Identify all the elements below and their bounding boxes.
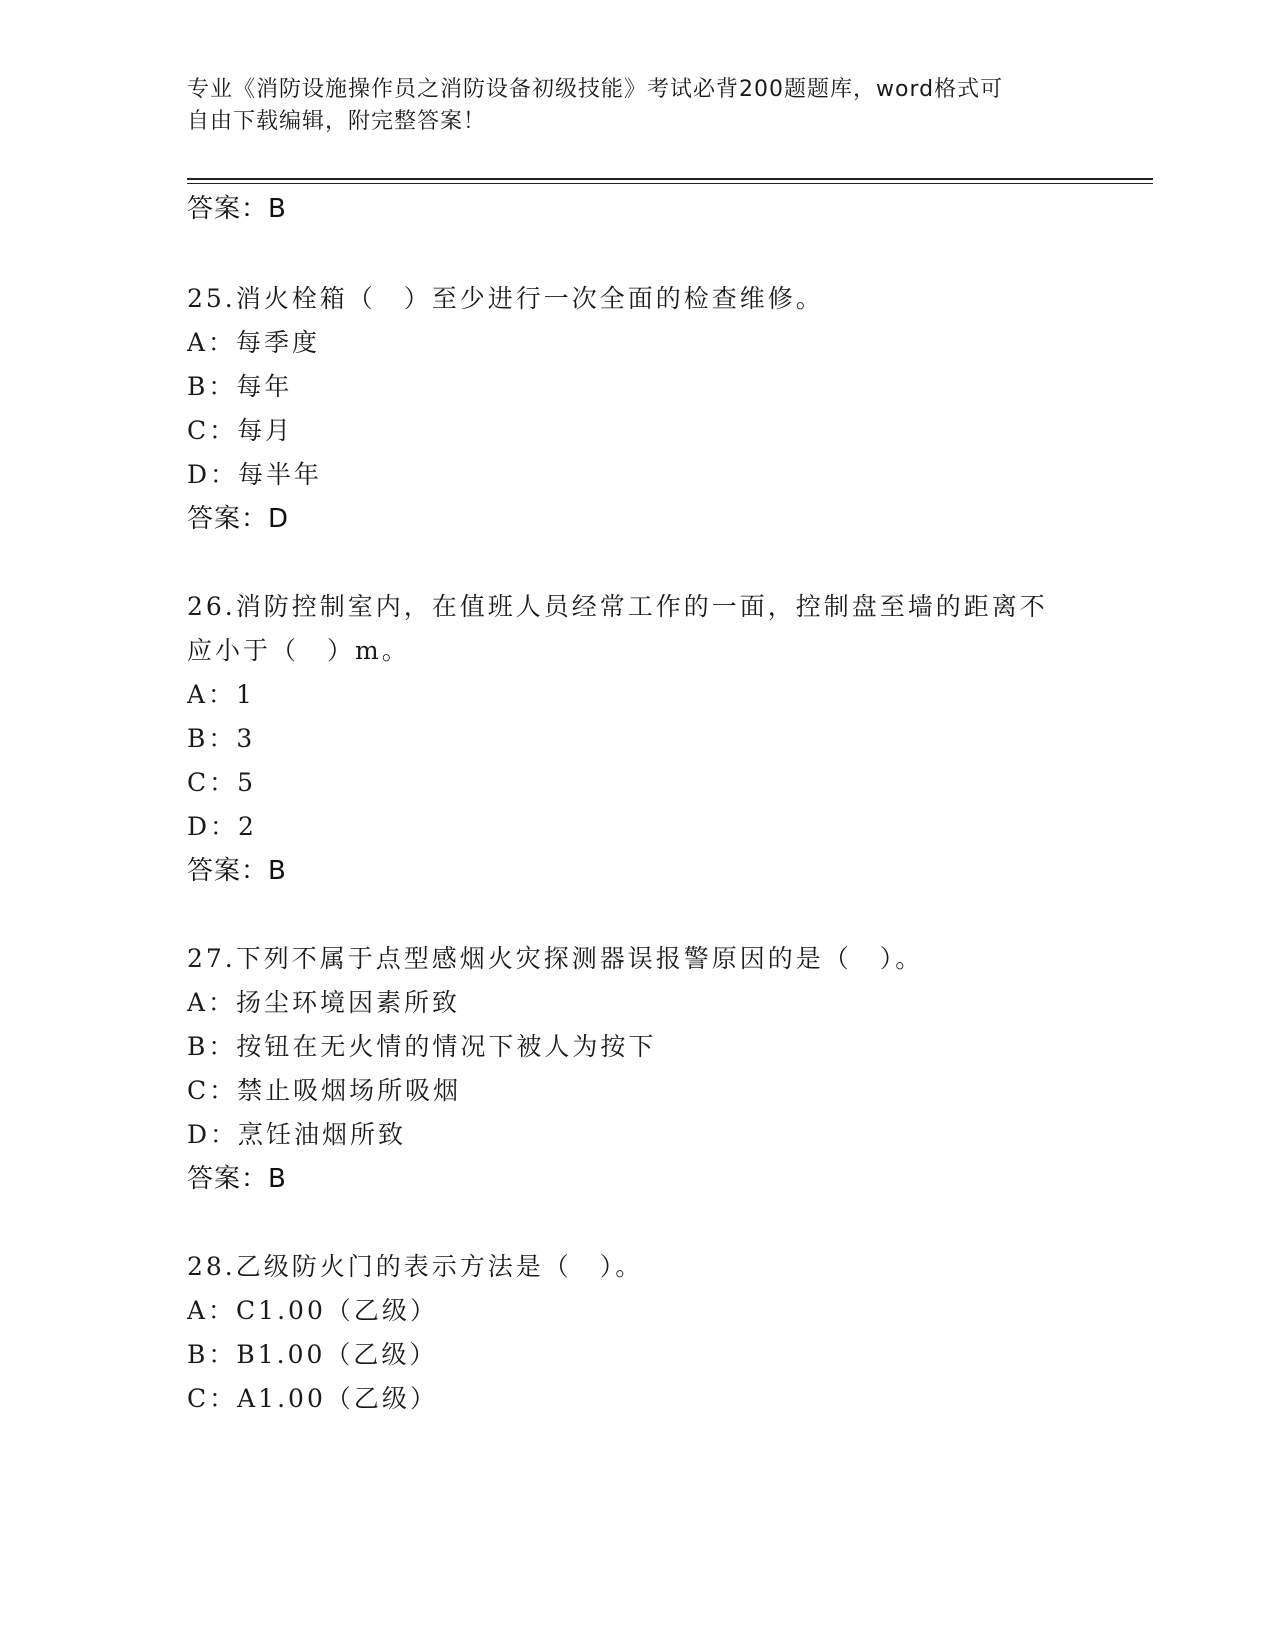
answer-line: 答案：B <box>187 856 287 886</box>
option-a: A：C1.00（乙级） <box>187 1296 438 1325</box>
header-line-2: 自由下载编辑，附完整答案！ <box>187 109 487 134</box>
option-b: B：按钮在无火情的情况下被人为按下 <box>187 1032 657 1061</box>
option-b: B：3 <box>187 724 256 753</box>
header-divider-thin <box>187 183 1153 184</box>
option-b: B：B1.00（乙级） <box>187 1340 438 1369</box>
header-divider <box>187 178 1153 180</box>
option-a: A：每季度 <box>187 328 321 357</box>
question-stem: 26.消防控制室内，在值班人员经常工作的一面，控制盘至墙的距离不 <box>187 592 1048 621</box>
option-d: D：2 <box>187 812 257 841</box>
question-stem: 27.下列不属于点型感烟火灾探测器误报警原因的是（ ）。 <box>187 944 924 973</box>
option-c: C：禁止吸烟场所吸烟 <box>187 1076 462 1105</box>
option-a: A：1 <box>187 680 255 709</box>
option-c: C：每月 <box>187 416 294 445</box>
option-d: D：烹饪油烟所致 <box>187 1120 407 1149</box>
answer-line: 答案：B <box>187 194 287 224</box>
question-stem: 28.乙级防火门的表示方法是（ ）。 <box>187 1252 644 1281</box>
option-c: C：A1.00（乙级） <box>187 1384 438 1413</box>
header-line-1: 专业《消防设施操作员之消防设备初级技能》考试必背200题题库，word格式可 <box>187 77 1004 102</box>
option-b: B：每年 <box>187 372 293 401</box>
answer-line: 答案：B <box>187 1164 287 1194</box>
document-header <box>187 74 1087 138</box>
option-a: A：扬尘环境因素所致 <box>187 988 461 1017</box>
option-d: D：每半年 <box>187 460 323 489</box>
question-stem: 25.消火栓箱（ ）至少进行一次全面的检查维修。 <box>187 284 824 313</box>
question-stem-continued: 应小于（ ）m。 <box>187 636 410 665</box>
option-c: C：5 <box>187 768 257 797</box>
answer-line: 答案：D <box>187 504 290 534</box>
